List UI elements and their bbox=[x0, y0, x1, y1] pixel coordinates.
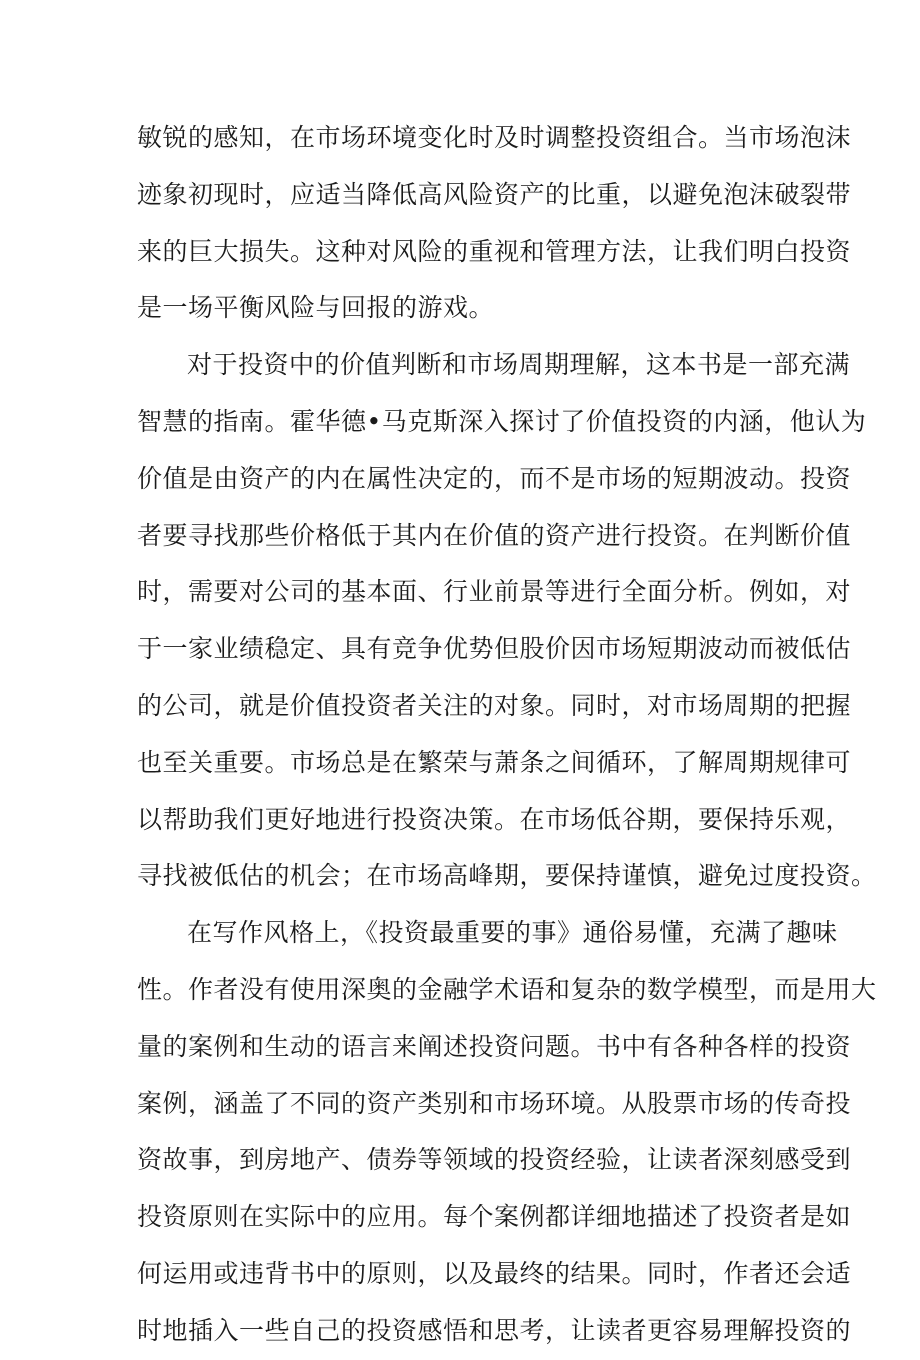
text-line: 智慧的指南。霍华德•马克斯深入探讨了价值投资的内涵，他认为 bbox=[137, 406, 867, 436]
text-line: 资故事，到房地产、债券等领域的投资经验，让读者深刻感受到 bbox=[137, 1145, 852, 1175]
text-line: 敏锐的感知，在市场环境变化时及时调整投资组合。当市场泡沫 bbox=[137, 123, 852, 152]
text-line: 投资原则在实际中的应用。每个案例都详细地描述了投资者是如 bbox=[137, 1202, 852, 1232]
text-line: 性。作者没有使用深奥的金融学术语和复杂的数学模型，而是用大 bbox=[137, 974, 877, 1004]
text-line: 时地插入一些自己的投资感悟和思考，让读者更容易理解投资的 bbox=[137, 1315, 852, 1345]
text-line: 来的巨大损失。这种对风险的重视和管理方法，让我们明白投资 bbox=[137, 236, 852, 266]
body-text bbox=[137, 110, 877, 1360]
text-line: 案例，涵盖了不同的资产类别和市场环境。从股票市场的传奇投 bbox=[137, 1088, 852, 1118]
text-line: 迹象初现时，应适当降低高风险资产的比重，以避免泡沫破裂带 bbox=[137, 179, 852, 209]
text-line: 是一场平衡风险与回报的游戏。 bbox=[137, 293, 495, 323]
text-line: 量的案例和生动的语言来阐述投资问题。书中有各种各样的投资 bbox=[137, 1031, 852, 1061]
paragraph-risk-management bbox=[137, 110, 852, 337]
text-line: 以帮助我们更好地进行投资决策。在市场低谷期，要保持乐观， bbox=[137, 804, 852, 834]
text-line: 何运用或违背书中的原则，以及最终的结果。同时，作者还会适 bbox=[137, 1258, 852, 1288]
paragraph-writing-style bbox=[137, 905, 877, 1359]
text-line: 也至关重要。市场总是在繁荣与萧条之间循环，了解周期规律可 bbox=[137, 747, 852, 777]
text-line: 寻找被低估的机会；在市场高峰期，要保持谨慎，避免过度投资。 bbox=[137, 861, 877, 891]
text-line: 时，需要对公司的基本面、行业前景等进行全面分析。例如，对 bbox=[137, 577, 852, 607]
text-line: 者要寻找那些价格低于其内在价值的资产进行投资。在判断价值 bbox=[137, 520, 852, 550]
text-line: 价值是由资产的内在属性决定的，而不是市场的短期波动。投资 bbox=[137, 463, 852, 493]
text-line: 于一家业绩稳定、具有竞争优势但股价因市场短期波动而被低估 bbox=[137, 634, 852, 664]
text-line: 对于投资中的价值判断和市场周期理解，这本书是一部充满 bbox=[187, 350, 851, 380]
text-line: 在写作风格上，《投资最重要的事》通俗易懂，充满了趣味 bbox=[187, 918, 838, 948]
text-line: 的公司，就是价值投资者关注的对象。同时，对市场周期的把握 bbox=[137, 690, 852, 720]
paragraph-value-and-cycles bbox=[137, 337, 877, 905]
